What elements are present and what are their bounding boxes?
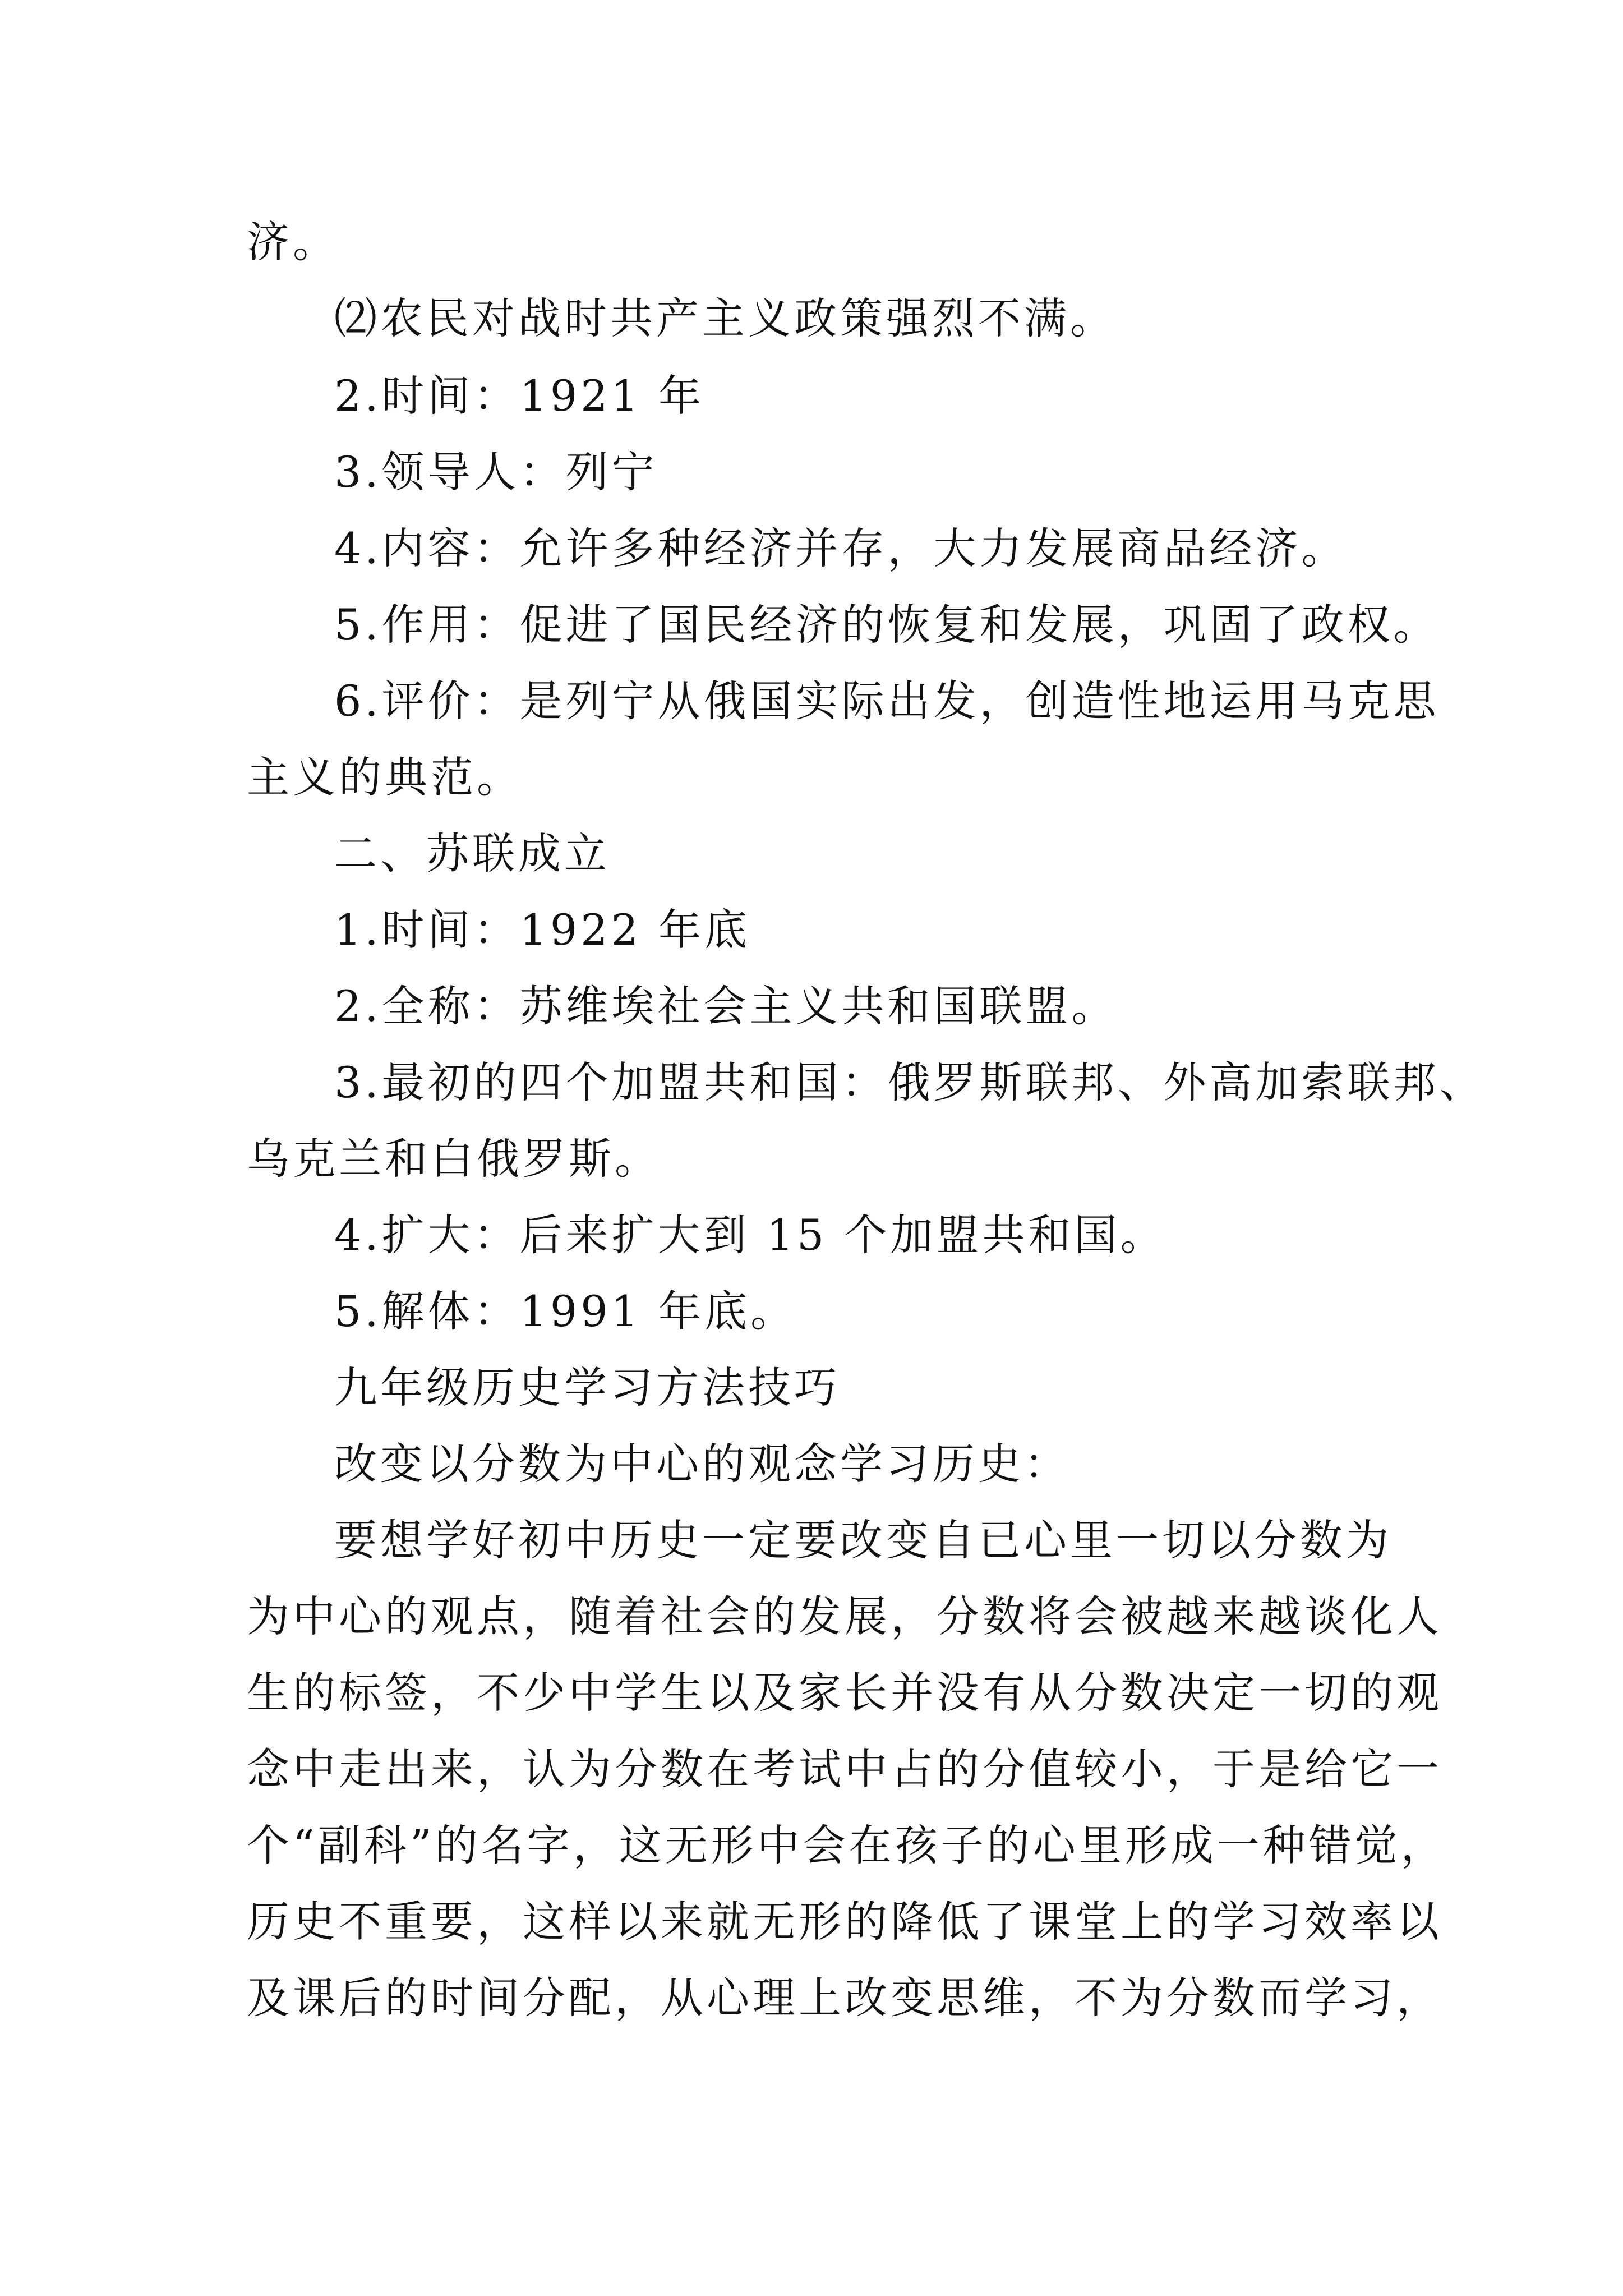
text-line: 要想学好初中历史一定要改变自已心里一切以分数为: [334, 1515, 1392, 1565]
text-line: 乌克兰和白俄罗斯。: [247, 1134, 661, 1184]
text-line: 生的标签，不少中学生以及家长并没有从分数决定一切的观: [247, 1668, 1442, 1718]
text-line: 3.领导人：列宁: [334, 447, 658, 497]
text-line: 5.作用：促进了国民经济的恢复和发展，巩固了政权。: [334, 600, 1440, 650]
text-line: 及课后的时间分配，从心理上改变思维，不为分数而学习，: [247, 1973, 1442, 2023]
text-line: 主义的典范。: [247, 752, 523, 802]
text-line: 改变以分数为中心的观念学习历史：: [334, 1439, 1070, 1489]
text-line: 1.时间：1922 年底: [334, 905, 751, 955]
text-line: 2.时间：1921 年: [334, 371, 705, 421]
text-line: 济。: [247, 217, 339, 267]
text-line: 2.全称：苏维埃社会主义共和国联盟。: [334, 981, 1118, 1031]
section-heading: 二、苏联成立: [334, 829, 610, 878]
text-line: 3.最初的四个加盟共和国：俄罗斯联邦、外高加索联邦、: [334, 1057, 1486, 1107]
text-line: 4.扩大：后来扩大到 15 个加盟共和国。: [334, 1210, 1166, 1260]
text-line: 历史不重要，这样以来就无形的降低了课堂上的学习效率以: [247, 1897, 1442, 1947]
text-line: ⑵农民对战时共产主义政策强烈不满。: [334, 293, 1116, 343]
text-line: 个“副科”的名字，这无形中会在孩子的心里形成一种错觉，: [247, 1820, 1447, 1870]
text-line: 6.评价：是列宁从俄国实际出发，创造性地运用马克思: [334, 676, 1440, 726]
text-line: 为中心的观点，随着社会的发展，分数将会被越来越谈化人: [247, 1591, 1442, 1641]
section-heading: 九年级历史学习方法技巧: [334, 1363, 840, 1412]
text-line: 5.解体：1991 年底。: [334, 1286, 797, 1336]
text-line: 4.内容：允许多种经济并存，大力发展商品经济。: [334, 523, 1348, 573]
text-line: 念中走出来，认为分数在考试中占的分值较小，于是给它一: [247, 1744, 1442, 1794]
